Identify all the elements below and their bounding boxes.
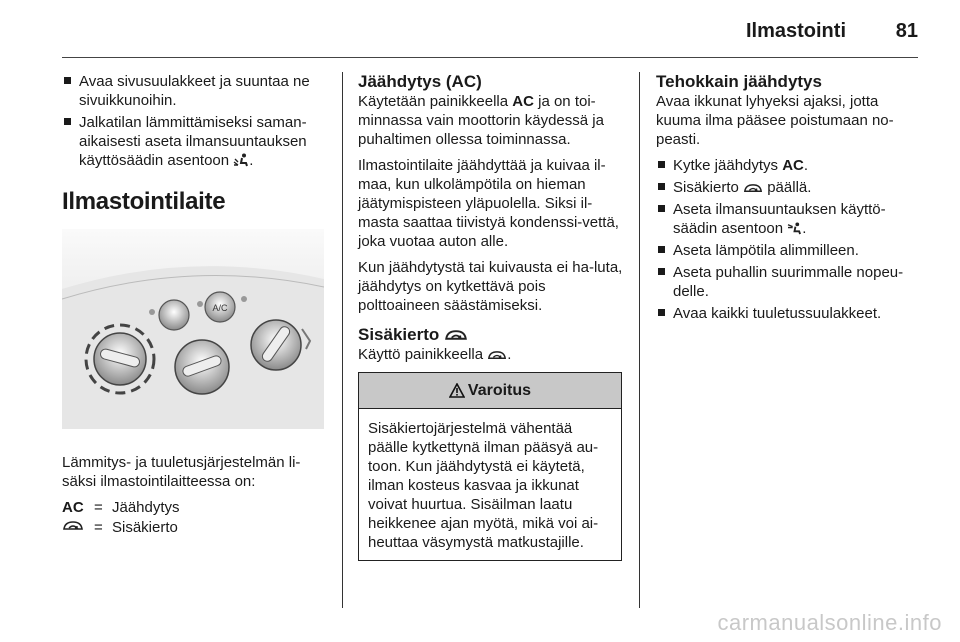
recirculation-icon: [444, 329, 468, 342]
recirculation-icon: [487, 350, 507, 361]
list-item: Aseta puhallin suurimmalle nopeu-delle.: [656, 263, 922, 301]
page-title: Ilmastointi: [745, 20, 846, 42]
ac-paragraph-1: Käytetään painikkeella AC ja on toi-minnassa vain moottorin käydessä ja puhaltimen ollessa toiminnassa.: [358, 93, 604, 148]
list-item: Kytke jäähdytys AC.: [656, 156, 922, 175]
legend-value: Jäähdytys: [112, 499, 180, 516]
recirculation-heading: Sisäkierto: [358, 325, 624, 345]
column-2: [358, 72, 624, 561]
watermark: carmanualsonline.info: [717, 610, 942, 635]
ac-paragraph-2: Ilmastointilaite jäähdyttää ja kuivaa il-maa, kun ulkolämpötila on hieman jäätymispisteen yläpuolella. Siksi il-masta saattaa tiivistyä kondenssi-vettä, joka vuotaa auton alle.: [358, 157, 619, 250]
list-item: Avaa kaikki tuuletussuulakkeet.: [656, 304, 922, 323]
max-cooling-heading: Tehokkain jäähdytys: [656, 72, 822, 91]
page-number: 81: [895, 20, 918, 42]
warning-text: Sisäkiertojärjestelmä vähentää päälle kytkettynä ilman pääsyä au-toon. Kun jäähdytystä ei käytetä, ilman kosteus kasvaa ja ikkunat voivat huurtua. Sisäilman laatu heikkenee ajan myötä, mikä voi ai-heuttaa väsymystä matkustajille.: [368, 420, 599, 551]
face-airflow-icon: [787, 222, 802, 235]
list-item: Aseta lämpötila alimmilleen.: [656, 241, 922, 260]
figure-caption: Lämmitys- ja tuuletusjärjestelmän li-säksi ilmastointilaitteessa on:: [62, 454, 301, 490]
warning-header: [359, 373, 621, 409]
column-divider: [639, 72, 640, 608]
recirculation-icon: [62, 520, 84, 532]
bullet-list: [656, 156, 922, 323]
ac-paragraph-3: Kun jäähdytystä tai kuivausta ei ha-luta, jäähdytys on kytkettävä pois polttoaineen säästämiseksi.: [358, 259, 623, 314]
warning-box: [358, 372, 622, 561]
warning-triangle-icon: [449, 383, 465, 398]
climate-control-panel-image: [62, 229, 324, 429]
max-cooling-intro: Avaa ikkunat lyhyeksi ajaksi, jotta kuuma ilma pääsee poistumaan no-peasti.: [656, 93, 894, 148]
bullet-list: [62, 72, 332, 170]
column-1: [62, 72, 332, 538]
column-3: [656, 72, 922, 326]
legend: [62, 498, 332, 538]
recirculation-icon: [743, 183, 763, 194]
list-item: Aseta ilmansuuntauksen käyttö-säädin asentoon .: [656, 200, 922, 238]
footwell-airflow-icon: [233, 153, 249, 167]
recirculation-paragraph: Käyttö painikkeella .: [358, 346, 512, 363]
legend-eq: =: [94, 499, 103, 516]
list-item: Sisäkierto päällä.: [656, 178, 922, 197]
section-title: Ilmastointilaite: [62, 188, 226, 215]
warning-title: Varoitus: [467, 382, 532, 399]
list-item: Avaa sivusuulakkeet ja suuntaa ne sivuikkunoihin.: [62, 72, 332, 110]
column-divider: [342, 72, 343, 608]
svg-text:A/C: A/C: [212, 303, 228, 313]
page-header: [62, 0, 918, 58]
ac-heading: Jäähdytys (AC): [358, 72, 482, 91]
legend-key: AC: [62, 499, 84, 516]
list-item: Jalkatilan lämmittämiseksi saman-aikaisesti aseta ilmansuuntauksen käyttösäädin asentoon .: [62, 113, 332, 170]
legend-eq: =: [94, 519, 103, 536]
legend-value: Sisäkierto: [112, 519, 178, 536]
